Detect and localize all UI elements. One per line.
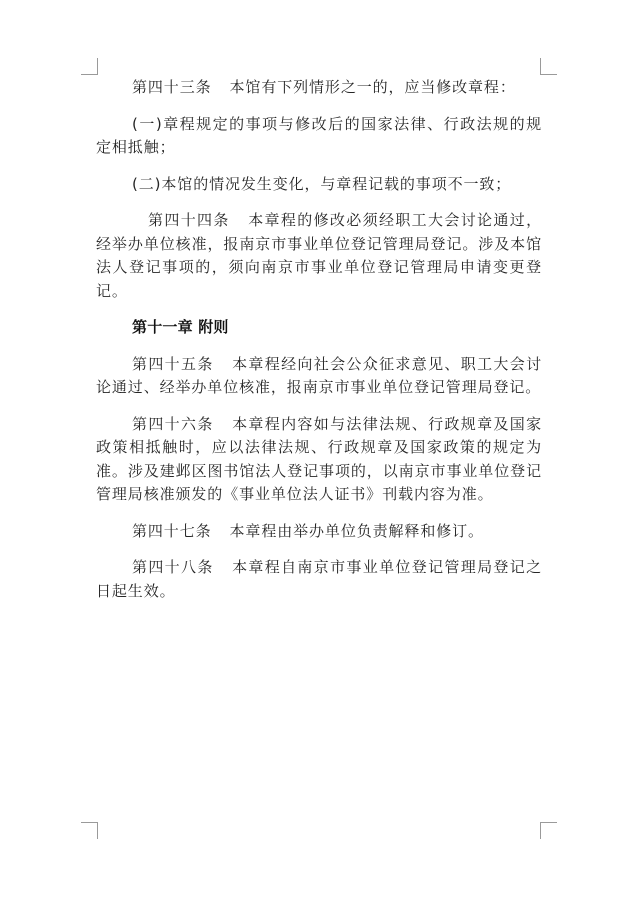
item-text: (一)章程规定的事项与修改后的国家法律、行政法规的规定相抵触； — [96, 114, 542, 156]
article-number: 第四十五条 — [132, 354, 214, 373]
margin-corner-bottom-right — [540, 822, 557, 839]
paragraph-item-2 — [96, 173, 542, 197]
document-body[interactable] — [96, 76, 542, 616]
paragraph-item-1 — [96, 113, 542, 160]
margin-corner-bottom-left — [81, 822, 98, 839]
article-number: 第四十六条 — [132, 414, 214, 433]
paragraph-article-46 — [96, 413, 542, 507]
article-number: 第四十四条 — [148, 211, 230, 229]
article-text: 本章程自南京市事业单位登记管理局登记之日起生效。 — [96, 558, 542, 600]
article-number: 第四十八条 — [132, 558, 214, 576]
article-text: 本章程由举办单位负责解释和修订。 — [229, 521, 484, 540]
paragraph-article-44 — [96, 209, 542, 303]
paragraph-article-48 — [96, 556, 542, 603]
margin-corner-top-left — [81, 58, 98, 75]
paragraph-article-47 — [96, 520, 542, 544]
item-text: (二)本馆的情况发生变化，与章程记载的事项不一致； — [132, 174, 512, 193]
chapter-heading: 第十一章 附则 — [132, 318, 229, 336]
article-text: 本馆有下列情形之一的，应当修改章程： — [229, 78, 516, 96]
article-text: 本章程经向社会公众征求意见、职工大会讨论通过、经举办单位核准，报南京市事业单位登记管理局登记。 — [96, 354, 542, 396]
article-text: 本章程内容如与法律法规、行政规章及国家政策相抵触时，应以法律法规、行政规章及国家政策的规定为准。涉及建邺区图书馆法人登记事项的，以南京市事业单位登记管理局核准颁发的《事业单位法人证书》刊载内容为准。 — [96, 414, 542, 503]
paragraph-article-43 — [96, 76, 542, 100]
article-number: 第四十七条 — [132, 521, 212, 540]
margin-corner-top-right — [540, 58, 557, 75]
article-text: 本章程的修改必须经职工大会讨论通过，经举办单位核准，报南京市事业单位登记管理局登记。涉及本馆法人登记事项的，须向南京市事业单位登记管理局申请变更登记。 — [96, 211, 542, 300]
paragraph-article-45 — [96, 353, 542, 400]
article-number: 第四十三条 — [132, 78, 212, 96]
